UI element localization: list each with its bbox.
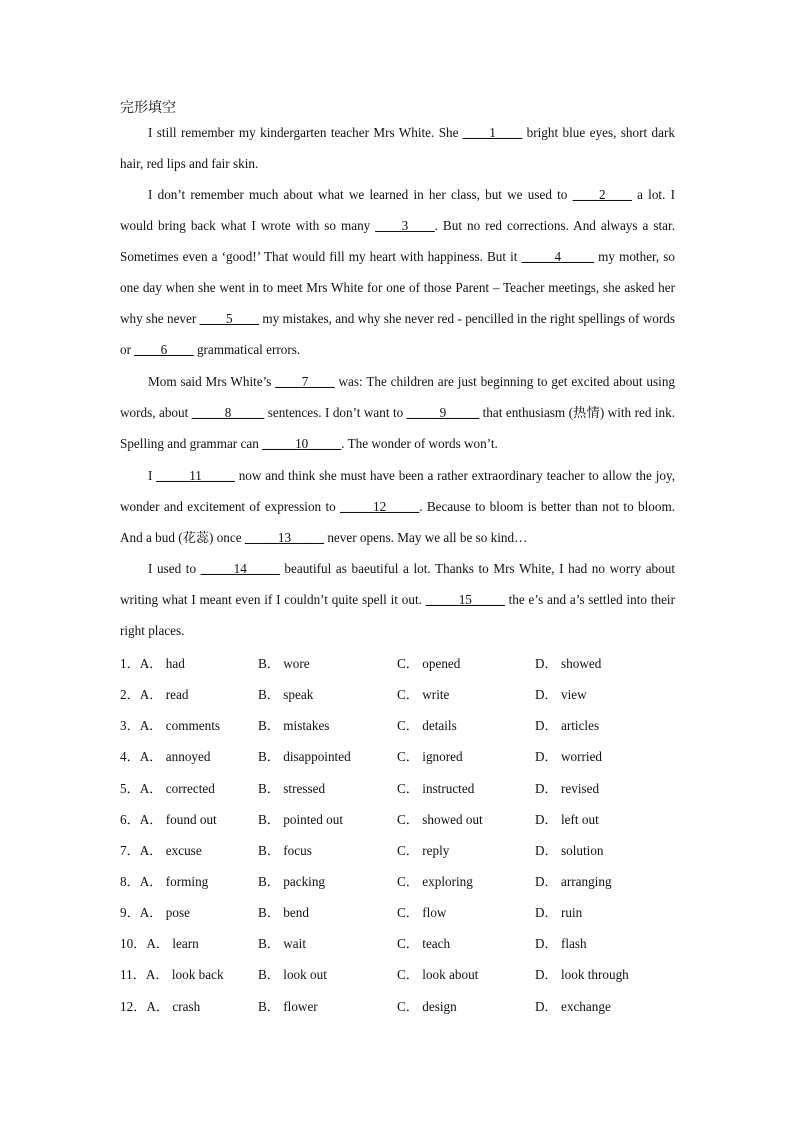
option-a bbox=[120, 804, 217, 835]
option-c bbox=[397, 959, 478, 990]
option-c-text: C． exploring bbox=[397, 873, 473, 889]
option-d bbox=[535, 835, 604, 866]
option-c bbox=[397, 741, 463, 772]
option-a-text: A． found out bbox=[139, 811, 217, 827]
answer-blank-9: _____9_____ bbox=[406, 405, 480, 421]
option-a bbox=[120, 679, 188, 710]
option-b-text: B． focus bbox=[258, 842, 312, 858]
answer-blank-11: _____11_____ bbox=[156, 468, 235, 483]
option-d-text: D． exchange bbox=[535, 998, 611, 1014]
option-d bbox=[535, 959, 629, 990]
option-d-text: D． revised bbox=[535, 780, 600, 796]
option-c-text: C． instructed bbox=[397, 780, 475, 796]
option-b-text: B． wait bbox=[258, 936, 306, 952]
option-a-text: A． crash bbox=[146, 998, 201, 1014]
option-c bbox=[397, 804, 483, 835]
option-d bbox=[535, 804, 599, 835]
answer-blank-5: ____5____ bbox=[199, 311, 259, 327]
option-d-text: D． solution bbox=[535, 842, 604, 858]
option-c-text: C． write bbox=[397, 687, 450, 703]
option-a bbox=[120, 959, 224, 990]
question-number: 12． bbox=[120, 998, 147, 1014]
question-number: 11． bbox=[120, 967, 146, 983]
passage-text: my mother, so one day when she went in to meet Mrs White for one of those Parent – Teacher meetings, she asked her why she never bbox=[120, 249, 676, 327]
passage-text: Mom said Mrs White’s bbox=[148, 374, 276, 389]
option-a bbox=[120, 773, 215, 804]
option-d bbox=[535, 928, 587, 959]
option-b bbox=[258, 710, 329, 741]
question-number: 10． bbox=[120, 936, 147, 952]
option-d bbox=[535, 710, 599, 741]
answer-blank-14: _____14_____ bbox=[200, 561, 280, 576]
option-b-text: B． flower bbox=[258, 998, 318, 1014]
answer-blank-1: ____1____ bbox=[462, 125, 523, 140]
option-c-text: C． details bbox=[397, 718, 457, 734]
option-b-text: B． disappointed bbox=[258, 749, 351, 765]
question-number: 6． bbox=[120, 811, 140, 827]
option-b bbox=[258, 866, 325, 897]
option-a bbox=[120, 741, 210, 772]
option-a bbox=[120, 991, 200, 1022]
passage-text: the e’s and a’s settled into their right places. bbox=[120, 592, 675, 639]
option-c-text: C． teach bbox=[397, 936, 451, 952]
passage-text: I used to bbox=[148, 561, 201, 576]
option-a-text: A． excuse bbox=[139, 842, 202, 858]
option-a-text: A． learn bbox=[146, 936, 199, 952]
answer-blank-15: _____15_____ bbox=[425, 592, 505, 608]
passage-paragraph-2 bbox=[120, 179, 675, 366]
question-number: 1． bbox=[120, 656, 140, 671]
passage-text: I still remember my kindergarten teacher Mrs White. She bbox=[148, 125, 463, 140]
option-b-text: B． look out bbox=[258, 967, 327, 983]
passage-text: now and think she must have been a rather extraordinary teacher to allow the joy, wonder and excitement of expression to bbox=[120, 468, 675, 515]
option-b bbox=[258, 991, 318, 1022]
option-d bbox=[535, 866, 612, 897]
passage-text: . The wonder of words won’t. bbox=[341, 436, 498, 452]
answer-blank-3: ____3____ bbox=[375, 218, 435, 234]
option-c bbox=[397, 866, 473, 897]
option-d-text: D． flash bbox=[535, 936, 587, 952]
passage-paragraph-4 bbox=[120, 460, 675, 553]
option-c bbox=[397, 710, 457, 741]
option-c-text: C． showed out bbox=[397, 811, 483, 827]
option-d-text: D． articles bbox=[535, 718, 600, 734]
passage-paragraph-5 bbox=[120, 553, 675, 646]
option-d bbox=[535, 991, 611, 1022]
option-b-text: B． pointed out bbox=[258, 811, 343, 827]
option-a bbox=[120, 928, 199, 959]
passage-text: I don’t remember much about what we learned in her class, but we used to bbox=[148, 187, 573, 202]
option-b-text: B． bend bbox=[258, 905, 309, 921]
option-b bbox=[258, 679, 313, 710]
option-a bbox=[120, 866, 208, 897]
option-d bbox=[535, 741, 602, 772]
question-number: 7． bbox=[120, 842, 140, 858]
option-c bbox=[397, 835, 449, 866]
question-number: 3． bbox=[120, 718, 140, 734]
option-b bbox=[258, 928, 306, 959]
passage-text: sentences. I don’t want to bbox=[264, 405, 407, 421]
option-b bbox=[258, 897, 309, 928]
option-d-text: D． worried bbox=[535, 749, 603, 765]
passage-text: beautiful as baeutiful a lot. Thanks to Mrs White, I had no worry about writing what I meant even if I couldn’t quite spell it out. bbox=[120, 561, 675, 608]
passage-text: grammatical errors. bbox=[193, 342, 301, 358]
answer-blank-6: ____6____ bbox=[134, 342, 194, 358]
option-b bbox=[258, 648, 310, 679]
option-d bbox=[535, 648, 601, 679]
answer-blank-13: _____13_____ bbox=[244, 530, 325, 546]
option-c bbox=[397, 773, 474, 804]
option-b bbox=[258, 804, 343, 835]
option-a-text: A． annoyed bbox=[139, 749, 211, 765]
option-c bbox=[397, 648, 460, 679]
option-a-text: A． had bbox=[139, 656, 185, 671]
passage-text: I bbox=[148, 468, 157, 483]
question-number: 2． bbox=[120, 687, 140, 703]
passage-text: that enthusiasm (热情) with red ink. Spelling and grammar can bbox=[120, 405, 676, 452]
passage-text: . But no red corrections. And always a star. Sometimes even a ‘good!’ That would fill my heart with happiness. But it bbox=[120, 218, 675, 265]
passage-text: . Because to bloom is better than not to bloom. And a bud (花蕊) once bbox=[120, 499, 675, 546]
option-d-text: D． ruin bbox=[535, 905, 583, 921]
option-d-text: D． look through bbox=[535, 967, 629, 983]
option-b bbox=[258, 959, 327, 990]
question-number: 4． bbox=[120, 749, 140, 765]
option-d-text: D． arranging bbox=[535, 873, 612, 889]
option-d-text: D． left out bbox=[535, 811, 599, 827]
option-b-text: B． mistakes bbox=[258, 718, 330, 734]
option-a bbox=[120, 897, 190, 928]
option-b-text: B． speak bbox=[258, 687, 314, 703]
option-a-text: A． pose bbox=[139, 905, 190, 921]
answer-blank-7: ____7____ bbox=[275, 374, 335, 389]
question-number: 5． bbox=[120, 780, 140, 796]
option-d-text: D． view bbox=[535, 687, 587, 703]
option-c-text: C． design bbox=[397, 998, 457, 1014]
passage-text: was: The children are just beginning to get excited about using words, about bbox=[120, 374, 676, 421]
option-b-text: B． wore bbox=[258, 656, 310, 671]
option-c bbox=[397, 679, 449, 710]
option-c-text: C． ignored bbox=[397, 749, 463, 765]
answer-blank-4: _____4_____ bbox=[521, 249, 595, 265]
option-c-text: C． flow bbox=[397, 905, 447, 921]
passage-text: my mistakes, and why she never red - pencilled in the right spellings of words or bbox=[120, 311, 676, 358]
option-d bbox=[535, 773, 599, 804]
option-b bbox=[258, 741, 351, 772]
passage-paragraph-3 bbox=[120, 366, 675, 459]
option-c bbox=[397, 991, 457, 1022]
answer-blank-10: _____10_____ bbox=[262, 436, 342, 452]
option-b bbox=[258, 773, 325, 804]
option-a-text: A． comments bbox=[139, 718, 220, 734]
option-a-text: A． look back bbox=[145, 967, 224, 983]
option-b-text: B． stressed bbox=[258, 780, 326, 796]
option-b bbox=[258, 835, 312, 866]
option-b-text: B． packing bbox=[258, 873, 326, 889]
question-number: 9． bbox=[120, 905, 140, 921]
option-c-text: C． look about bbox=[397, 967, 479, 983]
answer-blank-2: ____2____ bbox=[572, 187, 632, 202]
passage-text: never opens. May we all be so kind… bbox=[324, 530, 528, 546]
option-d bbox=[535, 679, 587, 710]
option-d-text: D． showed bbox=[535, 656, 602, 671]
option-a bbox=[120, 710, 220, 741]
option-c-text: C． opened bbox=[397, 656, 461, 671]
option-c-text: C． reply bbox=[397, 842, 450, 858]
passage-paragraph-1 bbox=[120, 117, 675, 179]
passage-text: bright blue eyes, short dark hair, red lips and fair skin. bbox=[120, 125, 675, 172]
option-d bbox=[535, 897, 582, 928]
answer-blank-12: _____12_____ bbox=[340, 499, 420, 515]
answer-blank-8: _____8_____ bbox=[191, 405, 265, 421]
option-a bbox=[120, 648, 185, 679]
option-c bbox=[397, 928, 450, 959]
option-a-text: A． forming bbox=[139, 873, 209, 889]
option-a bbox=[120, 835, 202, 866]
option-a-text: A． corrected bbox=[139, 780, 215, 796]
passage-text: a lot. I would bring back what I wrote with so many bbox=[120, 187, 675, 234]
option-a-text: A． read bbox=[139, 687, 189, 703]
section-title: 完形填空 bbox=[120, 101, 176, 116]
option-c bbox=[397, 897, 446, 928]
question-number: 8． bbox=[120, 873, 140, 889]
